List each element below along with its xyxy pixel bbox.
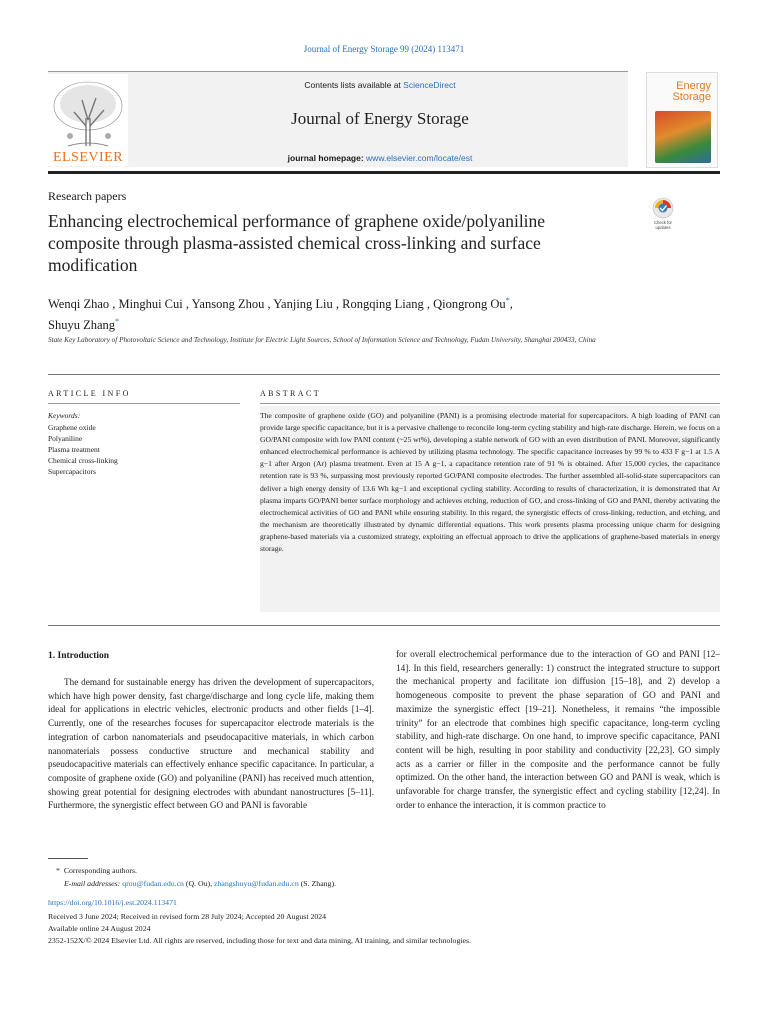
email-link-zhang[interactable]: zhangshuyu@fudan.edu.cn	[214, 879, 299, 888]
abstract-text: The composite of graphene oxide (GO) and polyaniline (PANI) is a promising electrode material for supercapacitors. A high loading of PANI can provide large specific capacitance, but it is a pervasive challenge to reconcile long-term cycling stability and high-rate discharge. Herein, we focus on a GO/PANI composite with low PANI content (~25 wt%), developing a stable network of GO with an even distribution of PANI. Moreover, significantly enhanced electrochemical performance is achieved by utilizing plasma technology. The specific capacitance increases by 99 % to 433 F g−1 at 1.5 A g−1 after Argon (Ar) plasma treatment. Even at 15 A g−1, a capacitance retention rate of 91 % is obtained. After 15,000 cycles, the capacitance retention rate is 93 %, surpassing most previously reported GO/PANI composite electrodes. The further assembled all-solid-state supercapacitors can deliver a high energy density of 13.6 Wh kg−1 and exceptional cycling stability. According to results of characterization, it is demonstrated that Ar plasma imparts GO/PANI better surface morphology and achieves etching, reduction of GO, and cross-linking of GO and PANI, thereby activating the electrochemical activities of GO and PANI while ensuring stability. In this regard, the synergistic effects of cross-linking, reduction, and etching, and the mechanism are theoretically illustrated by dynamic differential equations. This work presents plasma processing unique charm for designing graphene-based materials via a customized strategy, exploiting an effectual approach to drive the applications of graphene-based materials in energy storage.	[260, 411, 721, 554]
check-for-updates-icon[interactable]	[648, 196, 678, 230]
cover-title-line2: Storage	[672, 91, 711, 103]
received-dates: Received 3 June 2024; Received in revised form 28 July 2024; Accepted 20 August 2024	[48, 912, 327, 921]
abstract-rule	[260, 403, 720, 404]
article-type: Research papers	[48, 189, 127, 203]
divider	[48, 374, 720, 375]
footnote-text: Corresponding authors.	[63, 866, 138, 875]
footnote-emails	[64, 879, 336, 888]
keyword-item: Polyaniline	[48, 434, 83, 443]
homepage-link[interactable]: www.elsevier.com/locate/est	[366, 153, 473, 163]
divider	[48, 625, 720, 626]
article-info-heading: ARTICLE INFO	[48, 389, 131, 398]
keywords-label: Keywords:	[48, 411, 81, 420]
homepage-label: journal homepage:	[287, 153, 367, 163]
journal-cover-thumbnail[interactable]	[646, 72, 718, 168]
article-info-rule	[48, 403, 240, 404]
keyword-item: Plasma treatment	[48, 445, 100, 454]
keyword-item: Graphene oxide	[48, 423, 96, 432]
authors-line1: Wenqi Zhao , Minghui Cui , Yansong Zhou , Yanjing Liu , Rongqing Liang , Qiongrong Ou	[48, 297, 506, 312]
svg-text:Check for: Check for	[654, 220, 672, 225]
abstract-heading: ABSTRACT	[260, 389, 321, 398]
doi-link[interactable]: https://doi.org/10.1016/j.est.2024.113471	[48, 898, 177, 907]
header-bottom-rule	[48, 171, 720, 174]
elsevier-wordmark: ELSEVIER	[52, 150, 124, 165]
sciencedirect-link[interactable]: ScienceDirect	[403, 80, 456, 90]
keywords-list	[48, 422, 118, 477]
author-list	[48, 292, 688, 334]
footnote-mark: *	[56, 866, 60, 875]
body-column-left: The demand for sustainable energy has driven the development of supercapacitors, which have high power density, fast charge/discharge and long cycle life, making them ideal for applications in electric vehicles, electronic products and other fields [1–4]. Currently, one of the researches focuses for supercapacitor electrode materials is the integration of carbon nanomaterials and pseudocapacitive materials, in which carbon nanomaterials possess conductive structure and mechanical stability and pseudocapacitive materials can effectively enhance specific capacitance. In particular, a composite of graphene oxide (GO) and polyaniline (PANI) has received much attention, showing great potential for designing electrodes with abundant nanostructures [5–11]. Furthermore, the synergistic effect between GO and PANI is favorable	[48, 677, 374, 811]
authors-line2: Shuyu Zhang	[48, 318, 116, 333]
authors-separator: ,	[509, 297, 513, 312]
section-heading-introduction: 1. Introduction	[48, 651, 110, 661]
journal-title: Journal of Energy Storage	[291, 109, 469, 128]
footnote-corresponding	[56, 866, 137, 875]
journal-homepage-line	[130, 153, 630, 163]
contents-prefix: Contents lists available at	[304, 80, 404, 90]
contents-line	[130, 80, 630, 90]
email-label: E-mail addresses:	[64, 879, 123, 888]
cover-title-line1: Energy	[676, 80, 711, 92]
publication-history	[48, 911, 471, 946]
footnote-rule	[48, 858, 88, 859]
email-link-ou[interactable]: qrou@fudan.edu.cn	[122, 879, 184, 888]
keyword-item: Chemical cross-linking	[48, 456, 118, 465]
paper-title: Enhancing electrochemical performance of graphene oxide/polyaniline composite through plasma-assisted chemical cross-linking and surface modification	[48, 211, 546, 275]
cover-artwork	[655, 111, 711, 163]
affiliation: State Key Laboratory of Photovoltaic Science and Technology, Institute for Electric Light Sources, School of Information Science and Technology, Fudan University, Shanghai 200433, China	[48, 336, 596, 344]
available-online: Available online 24 August 2024	[48, 923, 151, 933]
corresponding-mark-2[interactable]: *	[115, 317, 120, 327]
journal-reference-link[interactable]: Journal of Energy Storage 99 (2024) 113471	[303, 44, 465, 54]
body-column-right: for overall electrochemical performance due to the interaction of GO and PANI [12–14]. In this field, researchers generally: 1) construct the integrated structure to support the mechanical property and facilitate ion diffusion [15–18], and 2) develop a homogeneous composite to prevent the phase separation of GO and PANI and maximize the synergistic effect [19–21]. Nonetheless, it remains “the impossible trinity” for an electrode that combines high specific capacitance, long-term cycling stability, and high-rate discharge. On one hand, to improve specific capacitance, PANI content will be high, resulting in poor stability and conductivity [22,23]. GO simply acts as a carrier or filler in the composite and the performance cannot be fully optimized. On the other hand, the interaction between GO and PANI is weak, which is unfavorable for charge transfer, the synergistic effect and cycling stability [12,24]. In order to enhance the interaction, it is common practice to	[396, 649, 720, 810]
svg-text:updates: updates	[655, 225, 671, 230]
copyright: 2352-152X/© 2024 Elsevier Ltd. All rights are reserved, including those for text and data mining, AI training, and similar technologies.	[48, 935, 471, 945]
keyword-item: Supercapacitors	[48, 467, 96, 476]
corresponding-mark[interactable]: *	[505, 296, 510, 305]
email-name-ou: (Q. Ou),	[183, 879, 215, 888]
email-name-zhang: (S. Zhang).	[298, 879, 336, 888]
